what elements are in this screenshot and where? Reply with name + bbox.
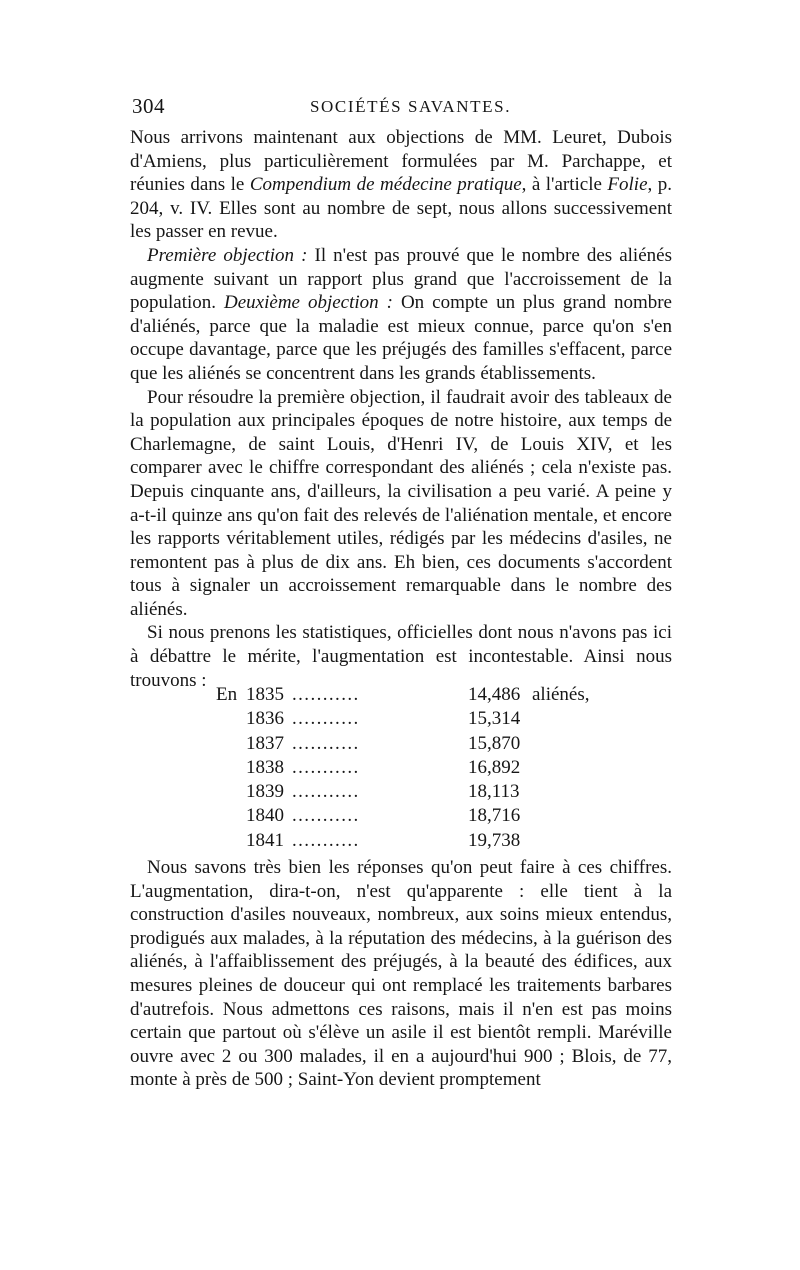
statistics-row — [216, 707, 616, 731]
paragraph-objections: Première objection : Il n'est pas prouvé que le nombre des aliénés augmente suivant un rapport plus grand que l'accroissement de la population. Deuxième objection : On compte un plus grand nombre d'aliénés, parce que la maladie est mieux connue, parce qu'on s'en occupe davantage, parce que les préjugés des familles s'effacent, parce que les aliénés se concentrent dans les grands établissements. — [130, 244, 672, 384]
statistics-row — [216, 732, 616, 756]
statistics-year: 1837 — [246, 732, 284, 754]
first-objection-label: Première objection : — [147, 244, 308, 266]
statistics-count: 19,738 — [468, 829, 521, 851]
statistics-year: 1836 — [246, 708, 284, 730]
paragraph-statistics-intro: Si nous prenons les statistiques, officielles dont nous n'avons pas ici à débattre le mérite, l'augmentation est incontestable. Ainsi nous trouvons : — [130, 622, 672, 691]
statistics-year: 1841 — [246, 829, 284, 851]
paragraph-responses: Nous savons très bien les réponses qu'on peut faire à ces chiffres. L'augmentation, dira-t-on, n'est qu'apparente : elle tient à la construction d'asiles nouveaux, nombreux, aux soins mieux entendus, prodigués aux malades, à la réputation des médecins, à la guérison des aliénés, à l'affaiblissement des préjugés, à la beauté des édifices, aux mesures pleines de douceur qui ont remplacé les traitements barbares d'autrefois. Nous admettons ces raisons, mais il n'en est pas moins certain que partout où s'élève un asile il est bientôt rempli. Maréville ouvre avec 2 ou 300 malades, il en a aujourd'hui 900 ; Blois, de 77, monte à près de 500 ; Saint-Yon devient promptement — [130, 857, 672, 1091]
page-number: 304 — [132, 94, 165, 118]
paragraph-first-objection-response: Pour résoudre la première objection, il faudrait avoir des tableaux de la population aux principales époques de notre histoire, aux temps de Charlemagne, de saint Louis, d'Henri IV, de Louis XIV, et les comparer avec le chiffre correspondant des aliénés ; cela n'existe pas. Depuis cinquante ans, d'ailleurs, la civilisation a peu varié. A peine y a-t-il quinze ans qu'on fait des relevés de l'aliénation mentale, et encore les rapports véritablement utiles, rédigés par les médecins d'asiles, ne remontent pas à plus de dix ans. Eh bien, ces documents s'accordent tous à signaler un accroissement remarquable dans le nombre des aliénés. — [130, 386, 672, 620]
dot-leader: ........... — [292, 781, 360, 803]
statistics-row — [216, 683, 616, 707]
body-text-lower — [130, 856, 672, 1092]
dot-leader: ........... — [292, 805, 360, 827]
running-head: SOCIÉTÉS SAVANTES. — [310, 97, 512, 116]
statistics-year: 1839 — [246, 781, 284, 803]
statistics-count: 16,892 — [468, 756, 521, 778]
second-objection-label: Deuxième objection : — [224, 292, 393, 314]
statistics-row — [216, 780, 616, 804]
article-title: Folie — [607, 174, 648, 196]
statistics-year: 1838 — [246, 756, 284, 778]
statistics-count: 15,870 — [468, 732, 521, 754]
statistics-row — [216, 804, 616, 828]
page-header — [132, 94, 672, 120]
statistics-count: 18,716 — [468, 805, 521, 827]
statistics-unit: aliénés, — [532, 684, 590, 705]
dot-leader: ........... — [292, 732, 360, 754]
statistics-year: 1840 — [246, 805, 284, 827]
statistics-count: 15,314 — [468, 708, 521, 730]
statistics-prefix: En — [216, 684, 238, 705]
statistics-row — [216, 829, 616, 853]
statistics-table — [216, 683, 616, 853]
statistics-count: 14,486 — [468, 684, 521, 705]
dot-leader: ........... — [292, 829, 360, 851]
statistics-year: 1835 — [246, 684, 284, 705]
statistics-row — [216, 756, 616, 780]
paragraph-objections-intro: Nous arrivons maintenant aux objections de MM. Leuret, Dubois d'Amiens, plus particulièrement formulées par M. Parchappe, et réunies dans le Compendium de médecine pratique, à l'article Folie, p. 204, v. IV. Elles sont au nombre de sept, nous allons successivement les passer en revue. — [130, 127, 673, 243]
dot-leader: ........... — [292, 756, 360, 778]
body-text-upper — [130, 126, 672, 692]
dot-leader: ........... — [292, 684, 360, 705]
dot-leader: ........... — [292, 708, 360, 730]
compendium-title: Compendium de médecine pratique — [249, 174, 522, 196]
statistics-count: 18,113 — [468, 781, 520, 803]
